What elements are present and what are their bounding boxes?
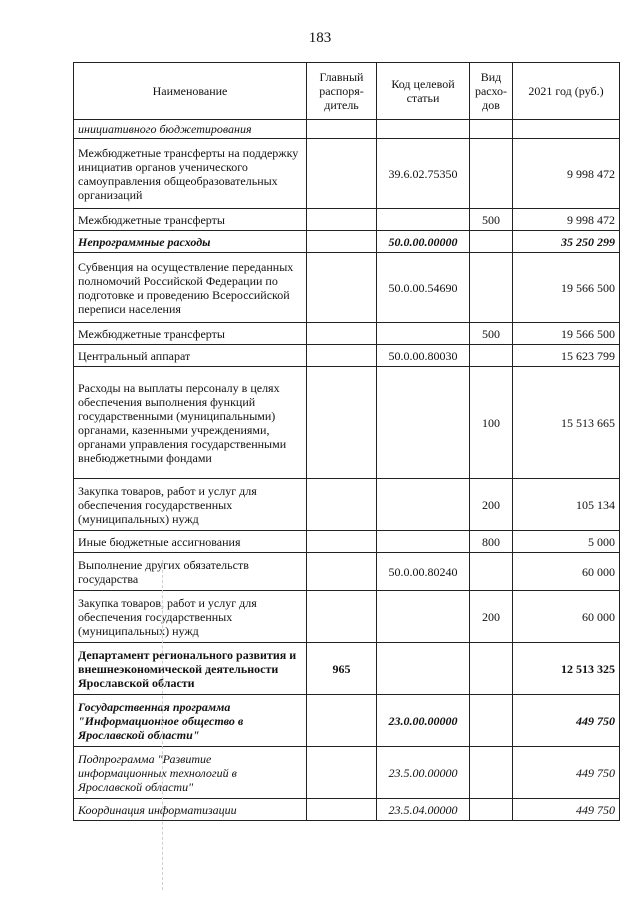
cell-expense-type <box>470 643 513 695</box>
cell-name: Закупка товаров, работ и услуг для обеспечения государственных (муниципальных) нужд <box>74 591 307 643</box>
table-row <box>74 479 620 531</box>
cell-name: Государственная программа "Информационное общество в Ярославской области" <box>74 695 307 747</box>
cell-amount: 35 250 299 <box>513 231 620 253</box>
cell-amount: 60 000 <box>513 591 620 643</box>
cell-main-manager <box>307 139 377 209</box>
cell-main-manager <box>307 531 377 553</box>
header-expense-type: Вид расхо-дов <box>470 63 513 120</box>
cell-main-manager <box>307 367 377 479</box>
cell-target-code: 50.0.00.00000 <box>377 231 470 253</box>
cell-amount: 19 566 500 <box>513 253 620 323</box>
cell-name: Координация информатизации <box>74 799 307 821</box>
cell-amount: 9 998 472 <box>513 139 620 209</box>
cell-main-manager <box>307 695 377 747</box>
table-row <box>74 643 620 695</box>
cell-name: Межбюджетные трансферты на поддержку инициатив органов ученического самоуправления общеобразовательных организаций <box>74 139 307 209</box>
cell-main-manager <box>307 323 377 345</box>
cell-target-code <box>377 323 470 345</box>
cell-name: инициативного бюджетирования <box>74 120 307 139</box>
cell-target-code: 50.0.00.80240 <box>377 553 470 591</box>
cell-amount: 449 750 <box>513 799 620 821</box>
table-row <box>74 253 620 323</box>
cell-name: Межбюджетные трансферты <box>74 323 307 345</box>
table-row <box>74 345 620 367</box>
cell-name: Департамент регионального развития и внешнеэкономической деятельности Ярославской области <box>74 643 307 695</box>
cell-expense-type <box>470 253 513 323</box>
cell-expense-type: 500 <box>470 323 513 345</box>
table-row <box>74 323 620 345</box>
cell-expense-type <box>470 695 513 747</box>
cell-name: Выполнение других обязательств государства <box>74 553 307 591</box>
cell-target-code: 23.5.04.00000 <box>377 799 470 821</box>
cell-target-code <box>377 479 470 531</box>
cell-target-code: 39.6.02.75350 <box>377 139 470 209</box>
cell-name: Центральный аппарат <box>74 345 307 367</box>
cell-target-code: 23.5.00.00000 <box>377 747 470 799</box>
cell-expense-type <box>470 747 513 799</box>
cell-name: Межбюджетные трансферты <box>74 209 307 231</box>
cell-main-manager <box>307 799 377 821</box>
cell-main-manager <box>307 345 377 367</box>
cell-expense-type: 200 <box>470 479 513 531</box>
cell-target-code <box>377 643 470 695</box>
table-row <box>74 553 620 591</box>
cell-name: Закупка товаров, работ и услуг для обеспечения государственных (муниципальных) нужд <box>74 479 307 531</box>
cell-main-manager <box>307 553 377 591</box>
cell-amount: 15 623 799 <box>513 345 620 367</box>
table-row <box>74 695 620 747</box>
cell-expense-type: 200 <box>470 591 513 643</box>
cell-expense-type <box>470 139 513 209</box>
cell-expense-type <box>470 120 513 139</box>
header-main-manager: Главный распоря-дитель <box>307 63 377 120</box>
cell-target-code: 50.0.00.80030 <box>377 345 470 367</box>
cell-expense-type: 500 <box>470 209 513 231</box>
table-row <box>74 747 620 799</box>
cell-name: Субвенция на осуществление переданных полномочий Российской Федерации по подготовке и проведению Всероссийской переписи населения <box>74 253 307 323</box>
budget-table <box>73 62 620 821</box>
cell-main-manager <box>307 591 377 643</box>
cell-amount: 9 998 472 <box>513 209 620 231</box>
cell-name: Расходы на выплаты персоналу в целях обеспечения выполнения функций государственными (муниципальными) органами, казенными учреждениями, органами управления государственными внебюджетными фондами <box>74 367 307 479</box>
cell-amount: 60 000 <box>513 553 620 591</box>
cell-expense-type <box>470 345 513 367</box>
table-row <box>74 591 620 643</box>
cell-expense-type: 800 <box>470 531 513 553</box>
cell-amount: 15 513 665 <box>513 367 620 479</box>
page-number: 183 <box>308 30 332 46</box>
table-row <box>74 139 620 209</box>
table-body <box>74 120 620 821</box>
cell-name: Подпрограмма "Развитие информационных технологий в Ярославской области" <box>74 747 307 799</box>
cell-name: Иные бюджетные ассигнования <box>74 531 307 553</box>
table-row <box>74 120 620 139</box>
header-year-amount: 2021 год (руб.) <box>513 63 620 120</box>
table-header-row <box>74 63 620 120</box>
cell-main-manager <box>307 231 377 253</box>
table-row <box>74 531 620 553</box>
cell-main-manager <box>307 747 377 799</box>
cell-target-code <box>377 120 470 139</box>
fold-line <box>162 560 163 890</box>
cell-amount: 19 566 500 <box>513 323 620 345</box>
cell-main-manager <box>307 253 377 323</box>
cell-name: Непрограммные расходы <box>74 231 307 253</box>
table-row <box>74 367 620 479</box>
cell-amount: 449 750 <box>513 695 620 747</box>
table-row <box>74 231 620 253</box>
cell-target-code: 23.0.00.00000 <box>377 695 470 747</box>
cell-expense-type <box>470 553 513 591</box>
cell-expense-type <box>470 799 513 821</box>
cell-target-code <box>377 531 470 553</box>
cell-expense-type: 100 <box>470 367 513 479</box>
cell-target-code: 50.0.00.54690 <box>377 253 470 323</box>
header-target-code: Код целевой статьи <box>377 63 470 120</box>
cell-amount <box>513 120 620 139</box>
cell-amount: 12 513 325 <box>513 643 620 695</box>
cell-amount: 5 000 <box>513 531 620 553</box>
cell-main-manager <box>307 120 377 139</box>
table-row <box>74 799 620 821</box>
cell-main-manager: 965 <box>307 643 377 695</box>
cell-main-manager <box>307 209 377 231</box>
table-row <box>74 209 620 231</box>
header-name: Наименование <box>74 63 307 120</box>
cell-expense-type <box>470 231 513 253</box>
cell-target-code <box>377 591 470 643</box>
cell-main-manager <box>307 479 377 531</box>
cell-target-code <box>377 367 470 479</box>
cell-target-code <box>377 209 470 231</box>
cell-amount: 105 134 <box>513 479 620 531</box>
cell-amount: 449 750 <box>513 747 620 799</box>
